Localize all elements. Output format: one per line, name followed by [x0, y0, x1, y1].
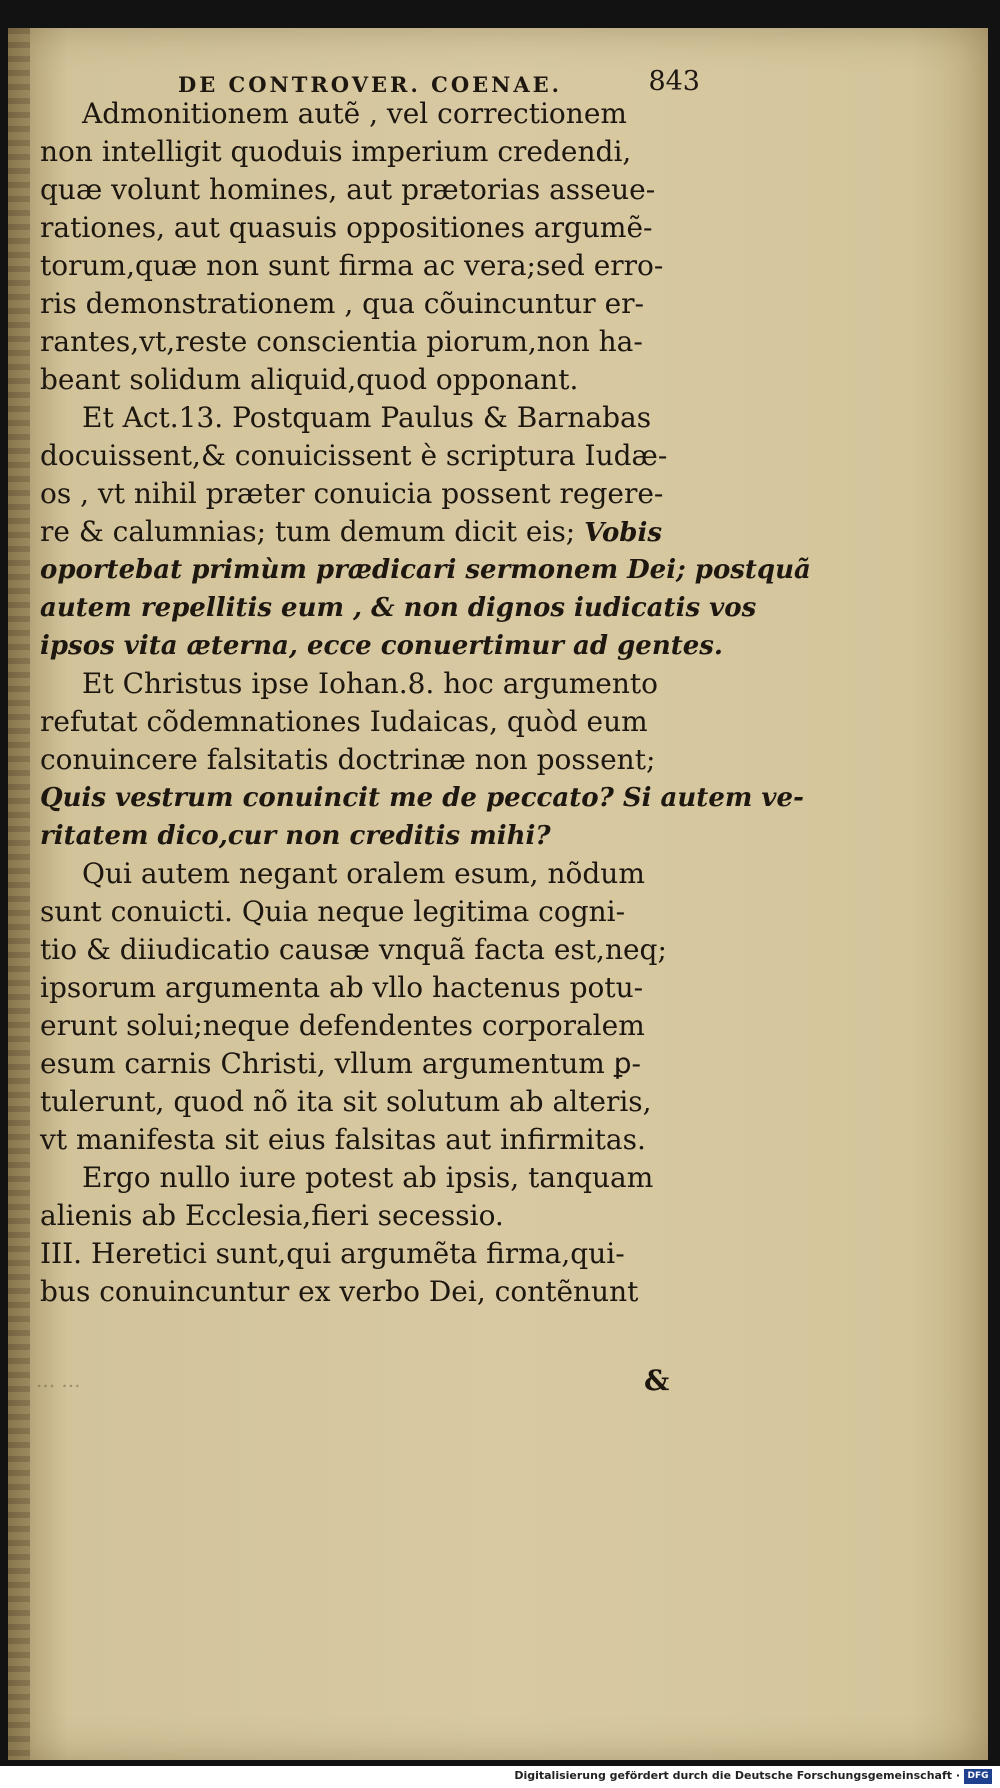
text-line: refutat cõdemnationes Iudaicas, quòd eum — [40, 705, 648, 738]
italic-line: autem repellitis eum , & non dignos iudicatis vos — [40, 593, 757, 623]
text-line — [40, 513, 680, 551]
italic-line: Quis vestrum conuincit me de peccato? Si autem ve- — [40, 783, 804, 813]
italic-line — [40, 551, 811, 589]
text-segment: re & calumnias; tum demum dicit eis; — [40, 515, 576, 548]
text-line: rationes, aut quasuis oppositiones argumẽ- — [40, 211, 653, 244]
italic-segment: Vobis — [584, 518, 662, 548]
text-line: Admonitionem autẽ , vel correctionem — [82, 97, 627, 130]
text-line: Et Act.13. Postquam Paulus & Barnabas — [82, 401, 652, 434]
text-line: sunt conuicti. Quia neque legitima cogni- — [40, 895, 626, 928]
text-line: ris demonstrationem , qua cõuincuntur er- — [40, 287, 645, 320]
main-text — [40, 95, 811, 1311]
italic-line: ritatem dico,cur non creditis mihi? — [40, 821, 551, 851]
text-line: tio & diiudicatio causæ vnquã facta est,neq; — [40, 933, 667, 966]
page-number: 843 — [648, 66, 700, 97]
text-line: torum,quæ non sunt firma ac vera;sed erro- — [40, 249, 664, 282]
running-head: DE CONTROVER. COENAE. — [178, 72, 562, 97]
text-line: esum carnis Christi, vllum argumentum ꝑ- — [40, 1047, 641, 1080]
text-line: Ergo nullo iure potest ab ipsis, tanquam — [82, 1161, 654, 1194]
footer-bar — [0, 1766, 1000, 1788]
italic-line: ipsos vita æterna, ecce conuertimur ad gentes. — [40, 631, 723, 661]
text-line: ipsorum argumenta ab vllo hactenus potu- — [40, 971, 644, 1004]
text-line: vt manifesta sit eius falsitas aut infirmitas. — [40, 1123, 646, 1156]
text-line: non intelligit quoduis imperium credendi, — [40, 135, 632, 168]
text-line: rantes,vt,reste conscientia piorum,non ha- — [40, 325, 643, 358]
italic-segment: oportebat primùm prædicari sermonem Dei; — [40, 555, 686, 585]
italic-segment: postquã — [694, 555, 811, 585]
catchword: & — [644, 1364, 670, 1397]
text-line: quæ volunt homines, aut prætorias asseue- — [40, 173, 656, 206]
dfg-logo-icon: DFG — [964, 1769, 992, 1784]
text-line: os , vt nihil præter conuicia possent regere- — [40, 477, 664, 510]
text-line: erunt solui;neque defendentes corporalem — [40, 1009, 645, 1042]
text-line: III. Heretici sunt,qui argumẽta firma,qui- — [40, 1237, 625, 1270]
page-gutter — [8, 28, 30, 1760]
text-line: Qui autem negant oralem esum, nõdum — [82, 857, 645, 890]
bleed-through-mark: ... ... — [36, 1368, 81, 1392]
funding-notice: Digitalisierung gefördert durch die Deutsche Forschungsgemeinschaft · — [514, 1769, 960, 1782]
text-line: conuincere falsitatis doctrinæ non possent; — [40, 743, 656, 776]
text-line: tulerunt, quod nõ ita sit solutum ab alteris, — [40, 1085, 652, 1118]
text-line: beant solidum aliquid,quod opponant. — [40, 363, 579, 396]
text-line: Et Christus ipse Iohan.8. hoc argumento — [82, 667, 658, 700]
text-line: bus conuincuntur ex verbo Dei, contẽnunt — [40, 1275, 639, 1308]
text-line: alienis ab Ecclesia,fieri secessio. — [40, 1199, 504, 1232]
text-line: docuissent,& conuicissent è scriptura Iudæ- — [40, 439, 668, 472]
